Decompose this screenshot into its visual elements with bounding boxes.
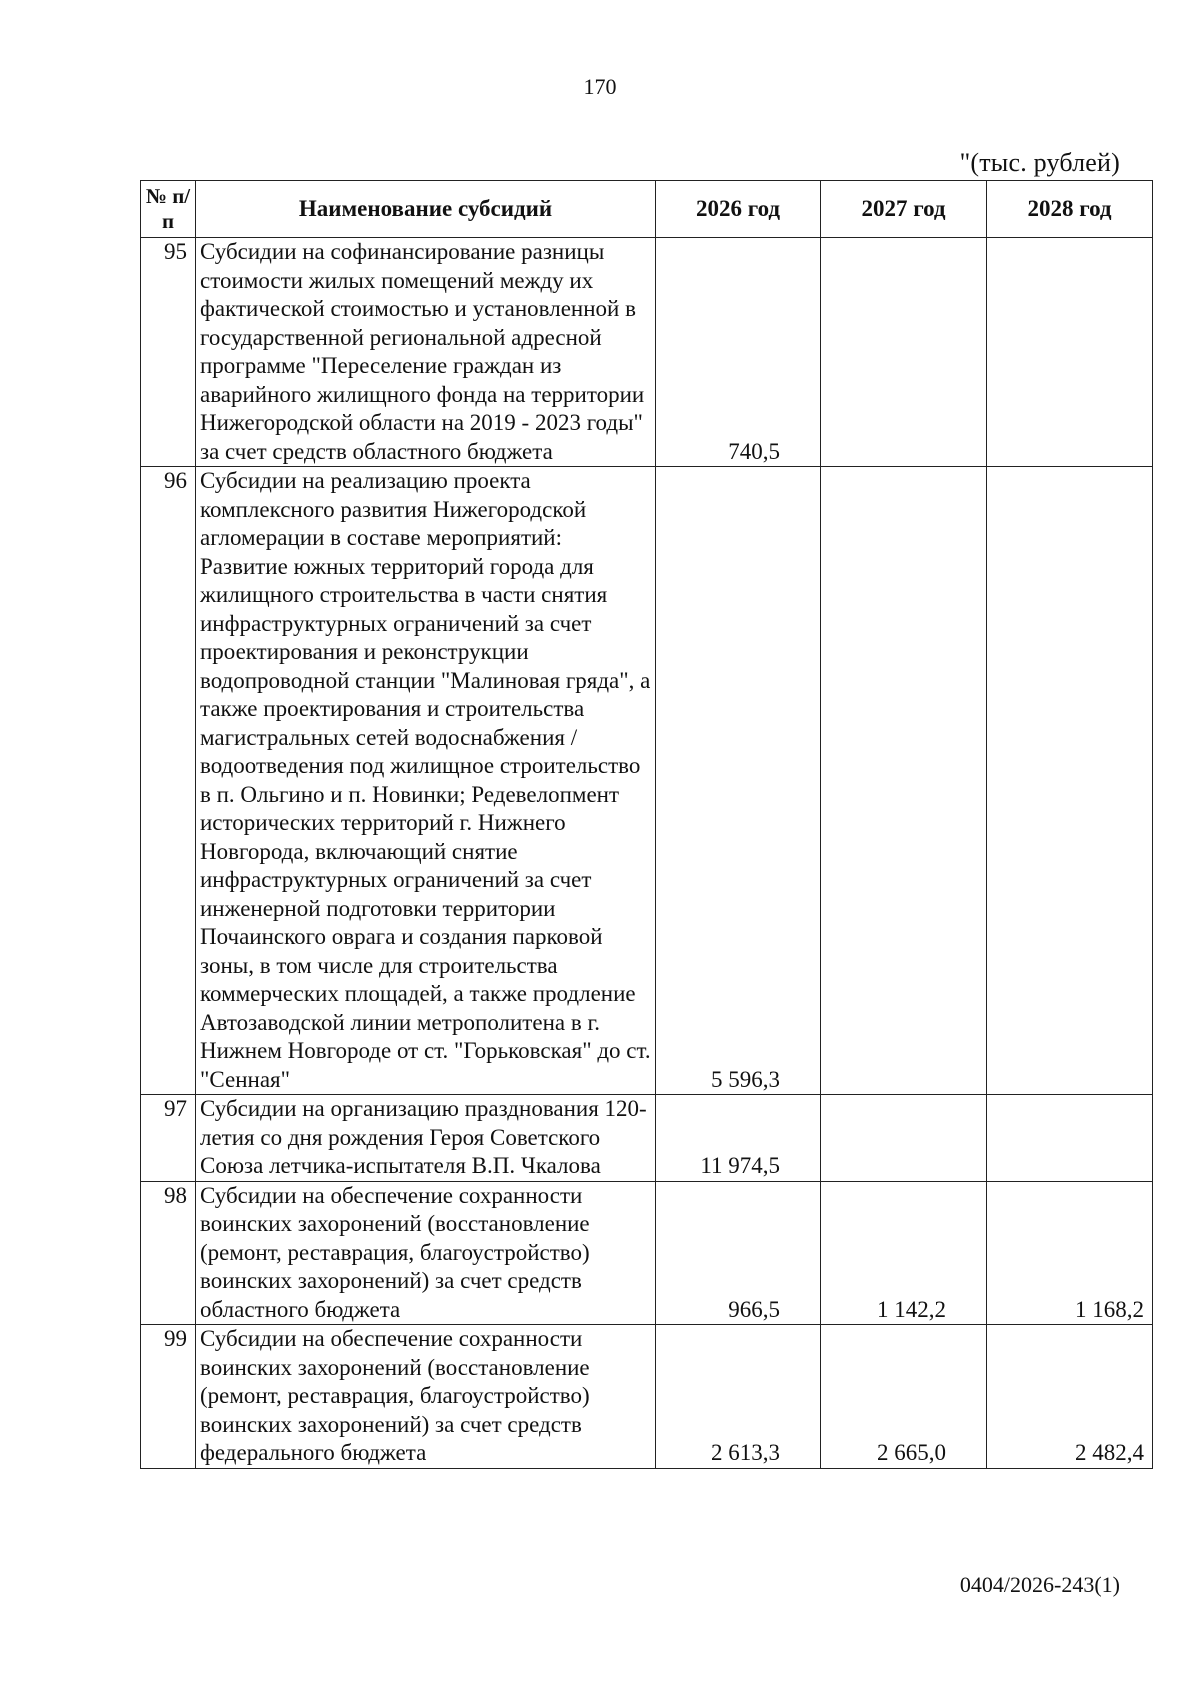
value-2028	[987, 238, 1153, 467]
table-row	[141, 1095, 1153, 1182]
row-number: 98	[141, 1181, 196, 1325]
table-row	[141, 238, 1153, 467]
value-2028: 2 482,4	[987, 1325, 1153, 1469]
header-name: Наименование субсидий	[196, 181, 656, 238]
table-row	[141, 1325, 1153, 1469]
value-2026: 740,5	[656, 238, 821, 467]
subsidies-table-wrapper	[140, 180, 1152, 1469]
table-header-row	[141, 181, 1153, 238]
value-2027	[821, 238, 987, 467]
header-2028: 2028 год	[987, 181, 1153, 238]
header-num: № п/п	[141, 181, 196, 238]
header-2027: 2027 год	[821, 181, 987, 238]
value-2026: 2 613,3	[656, 1325, 821, 1469]
subsidy-name: Субсидии на обеспечение сохранности воинских захоронений (восстановление (ремонт, реставрация, благоустройство) воинских захоронений) за счет средств областного бюджета	[196, 1181, 656, 1325]
value-2028: 1 168,2	[987, 1181, 1153, 1325]
value-2026: 966,5	[656, 1181, 821, 1325]
row-number: 95	[141, 238, 196, 467]
value-2027: 1 142,2	[821, 1181, 987, 1325]
subsidy-name: Субсидии на обеспечение сохранности воинских захоронений (восстановление (ремонт, реставрация, благоустройство) воинских захоронений) за счет средств федерального бюджета	[196, 1325, 656, 1469]
table-row	[141, 467, 1153, 1095]
value-2027	[821, 1095, 987, 1182]
value-2026: 11 974,5	[656, 1095, 821, 1182]
row-number: 99	[141, 1325, 196, 1469]
value-2026: 5 596,3	[656, 467, 821, 1095]
table-row	[141, 1181, 1153, 1325]
page-number: 170	[583, 74, 617, 99]
value-2027	[821, 467, 987, 1095]
value-2028	[987, 467, 1153, 1095]
subsidy-name: Субсидии на организацию празднования 120-летия со дня рождения Героя Советского Союза летчика-испытателя В.П. Чкалова	[196, 1095, 656, 1182]
value-2028	[987, 1095, 1153, 1182]
value-2027: 2 665,0	[821, 1325, 987, 1469]
subsidies-table	[140, 180, 1153, 1469]
row-number: 97	[141, 1095, 196, 1182]
subsidy-name: Субсидии на софинансирование разницы стоимости жилых помещений между их фактической стоимостью и установленной в государственной региональной адресной программе "Переселение граждан из аварийного жилищного фонда на территории Нижегородской области на 2019 - 2023 годы" за счет средств областного бюджета	[196, 238, 656, 467]
subsidy-name: Субсидии на реализацию проекта комплексного развития Нижегородской агломерации в составе мероприятий: Развитие южных территорий города для жилищного строительства в части снятия инфраструктурных ограничений за счет проектирования и реконструкции водопроводной станции "Малиновая гряда", а также проектирования и строительства магистральных сетей водоснабжения / водоотведения под жилищное строительство в п. Ольгино и п. Новинки; Редевелопмент исторических территорий г. Нижнего Новгорода, включающий снятие инфраструктурных ограничений за счет инженерной подготовки территории Почаинского оврага и создания парковой зоны, в том числе для строительства коммерческих площадей, а также продление Автозаводской линии метрополитена в г. Нижнем Новгороде от ст. "Горьковская" до ст. "Сенная"	[196, 467, 656, 1095]
row-number: 96	[141, 467, 196, 1095]
header-2026: 2026 год	[656, 181, 821, 238]
document-code: 0404/2026-243(1)	[959, 1572, 1120, 1597]
units-label: "(тыс. рублей)	[959, 148, 1120, 177]
